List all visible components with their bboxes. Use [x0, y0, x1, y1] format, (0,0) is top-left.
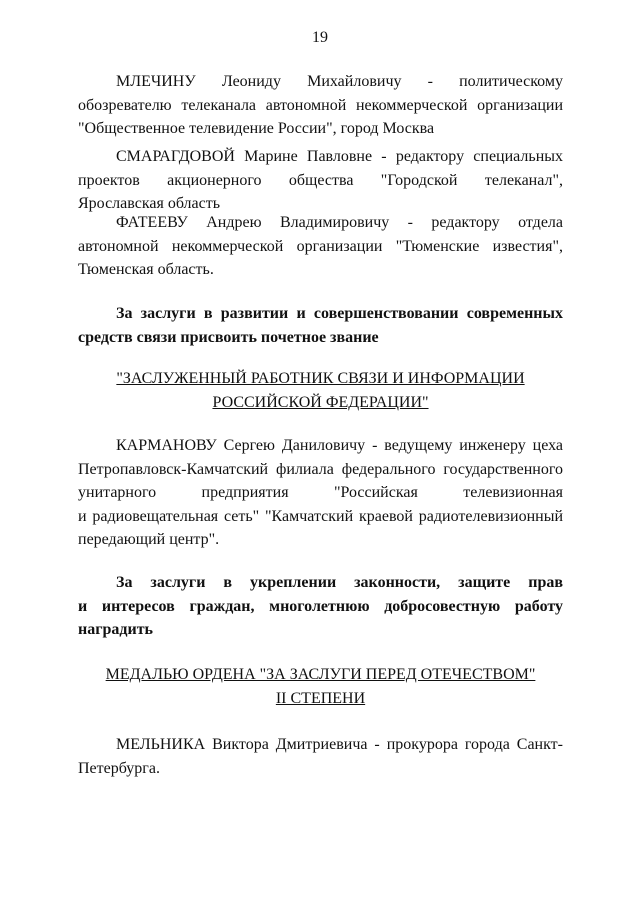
entry-second-line: Петропавловск-Камчатский филиала федерального государственного [78, 460, 563, 478]
title-line-1: "ЗАСЛУЖЕННЫЙ РАБОТНИК СВЯЗИ И ИНФОРМАЦИИ [116, 370, 525, 387]
intro-third-line: наградить [78, 621, 154, 638]
page-number: 19 [312, 29, 328, 46]
entry-continuation: автономной некоммерческой организации "Тюменские известия", Тюменская область. [78, 237, 563, 278]
intro-first-line: За заслуги в укреплении законности, защите прав [116, 574, 563, 591]
award-entry-karmanov [78, 434, 563, 552]
entry-first-line: МЕЛЬНИКА Виктора Дмитриевича - прокурора города Санкт- [116, 736, 563, 753]
award-entry-fateev [78, 211, 563, 282]
intro-second-line: средств связи присвоить почетное звание [78, 328, 379, 346]
title-line-1: МЕДАЛЬЮ ОРДЕНА "ЗА ЗАСЛУГИ ПЕРЕД ОТЕЧЕСТВОМ" [105, 666, 536, 683]
title-line-2: РОССИЙСКОЙ ФЕДЕРАЦИИ" [212, 393, 429, 411]
award-title-honored-worker [78, 367, 563, 414]
entry-third-line: унитарного предприятия "Российская телевизионная [78, 484, 563, 501]
entry-first-line: КАРМАНОВУ Сергею Даниловичу - ведущему инженеру цеха [116, 437, 563, 454]
entry-first-line: МЛЕЧИНУ Леониду Михайловичу - политическому [116, 73, 563, 90]
award-entry-smaragdova [78, 145, 563, 216]
entry-continuation: обозревателю телеканала автономной некоммерческой организации "Общественное телевидение России", город Москва [78, 96, 563, 137]
award-entry-mlechin [78, 70, 563, 141]
entry-second-line: проектов акционерного общества "Городской телеканал", [78, 171, 563, 189]
intro-second-line: и интересов граждан, многолетнюю добросовестную работу [78, 597, 563, 615]
entry-first-line: ФАТЕЕВУ Андрею Владимировичу - редактору отдела [116, 214, 563, 231]
entry-continuation: Ярославская область [78, 195, 221, 212]
award-intro-legality [78, 571, 563, 642]
entry-continuation: и радиовещательная сеть" "Камчатский краевой радиотелевизионный передающий центр". [78, 507, 563, 548]
entry-first-line: СМАРАГДОВОЙ Марине Павловне - редактору специальных [116, 148, 563, 165]
title-line-2: II СТЕПЕНИ [275, 689, 366, 707]
award-intro-communications [78, 302, 563, 349]
award-entry-melnik [78, 733, 563, 780]
entry-continuation: Петербурга. [78, 759, 160, 777]
award-title-medal-order [78, 663, 563, 710]
intro-first-line: За заслуги в развитии и совершенствовании современных [116, 305, 563, 322]
